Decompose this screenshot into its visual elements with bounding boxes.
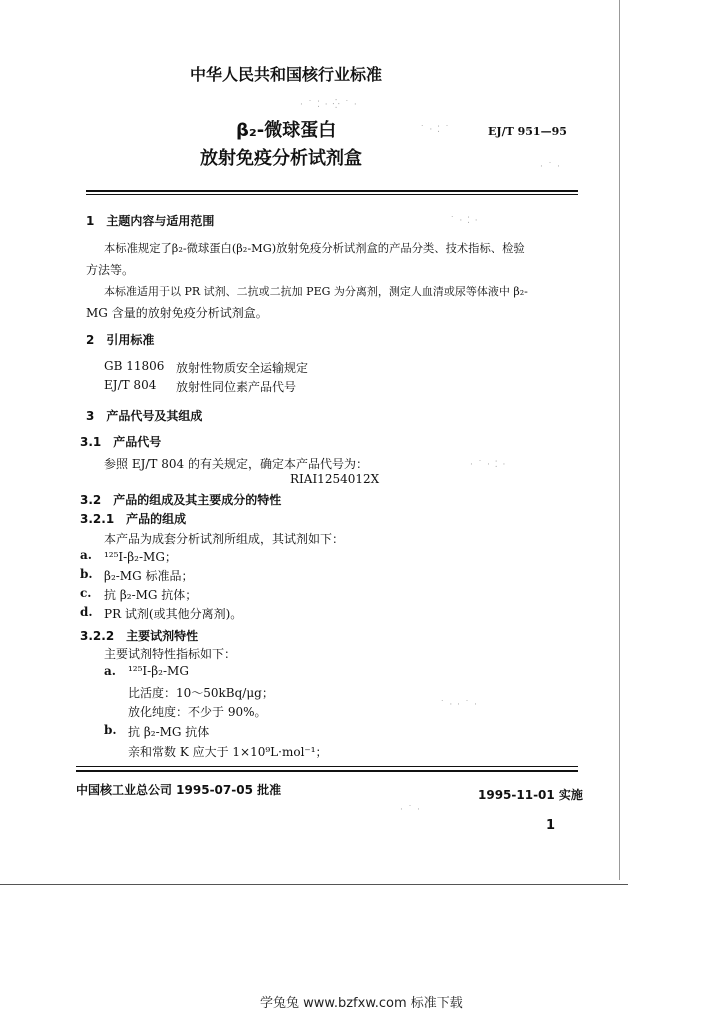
section-3-1-heading: 3.1 产品代号 (80, 435, 162, 449)
spec-a-title: ¹²⁵I-β₂-MG (128, 664, 189, 678)
reference-title: 放射性物质安全运输规定 (176, 361, 309, 375)
reference-title: 放射性同位素产品代号 (176, 380, 297, 394)
page-number: 1 (546, 818, 556, 833)
section-3-2-1-text: 本产品为成套分析试剂所组成，其试剂如下： (104, 532, 345, 546)
spec-b-label: b. (104, 723, 117, 737)
section-1-paragraph-1: 本标准规定了β₂-微球蛋白(β₂-MG)放射免疫分析试剂盒的产品分类、技术指标、检验 (104, 242, 525, 255)
footer-rule-thin (76, 766, 578, 767)
section-2-heading: 2 引用标准 (86, 333, 155, 347)
scan-noise: · ˙ · (540, 162, 561, 172)
header-rule-thin (86, 194, 578, 195)
approval-note: 中国核工业总公司 1995-07-05 批准 (76, 783, 282, 797)
spec-b-title: 抗 β₂-MG 抗体 (128, 725, 210, 739)
implementation-date: 1995-11-01 实施 (478, 788, 583, 802)
organization-title: 中华人民共和国核行业标准 (190, 65, 383, 84)
section-3-1-text: 参照 EJ/T 804 的有关规定，确定本产品代号为： (104, 457, 368, 471)
section-3-2-2-heading: 3.2.2 主要试剂特性 (80, 629, 199, 643)
section-1-paragraph-2-cont: MG 含量的放射免疫分析试剂盒。 (86, 306, 268, 320)
scan-bottom-rule (0, 884, 628, 885)
component-label: b. (80, 567, 93, 581)
section-1-paragraph-2: 本标准适用于以 PR 试剂、二抗或二抗加 PEG 为分离剂，测定人血清或尿等体液中 β₂- (104, 285, 528, 298)
scan-edge-line (619, 0, 620, 880)
header-rule-thick (86, 190, 578, 192)
reference-code: EJ/T 804 (104, 378, 157, 392)
spec-a-specific-activity: 比活度：10～50kBq/μg； (128, 686, 274, 700)
scan-noise: · ˙ ⁚ · ⁛ ˙ · (300, 100, 358, 110)
scan-noise: ˙ · ⁚ · (450, 216, 479, 226)
component-item: ¹²⁵I-β₂-MG； (104, 550, 177, 564)
document-title-line2: 放射免疫分析试剂盒 (200, 148, 362, 169)
spec-a-purity: 放化纯度：不少于 90%。 (128, 705, 267, 719)
component-item: 抗 β₂-MG 抗体； (104, 588, 198, 602)
spec-b-affinity: 亲和常数 K 应大于 1×10⁹L·mol⁻¹； (128, 745, 328, 759)
standard-code: EJ/T 951—95 (488, 125, 567, 138)
scan-noise: ˙ · ⁚ ˙ (420, 125, 451, 135)
document-title-line1: β₂-微球蛋白 (236, 120, 337, 141)
section-1-heading: 1 主题内容与适用范围 (86, 214, 215, 228)
site-watermark[interactable]: 学兔兔 www.bzfxw.com 标准下载 (260, 996, 463, 1011)
scan-noise: ˙ · · ˙ · (440, 700, 479, 710)
section-3-2-2-text: 主要试剂特性指标如下： (104, 647, 237, 661)
product-code: RIAI1254012X (290, 472, 380, 486)
component-label: c. (80, 586, 92, 600)
section-3-heading: 3 产品代号及其组成 (86, 409, 203, 423)
section-3-2-heading: 3.2 产品的组成及其主要成分的特性 (80, 493, 282, 507)
component-label: d. (80, 605, 93, 619)
section-1-paragraph-1-cont: 方法等。 (86, 263, 135, 277)
footer-rule-thick (76, 770, 578, 772)
spec-a-label: a. (104, 664, 116, 678)
reference-code: GB 11806 (104, 359, 165, 373)
section-3-2-1-heading: 3.2.1 产品的组成 (80, 512, 187, 526)
scan-noise: · ˙ · ⁚ · (470, 460, 507, 470)
component-item: β₂-MG 标准品； (104, 569, 194, 583)
scan-noise: · ˙ · (400, 805, 421, 815)
component-item: PR 试剂(或其他分离剂)。 (104, 607, 243, 621)
component-label: a. (80, 548, 92, 562)
